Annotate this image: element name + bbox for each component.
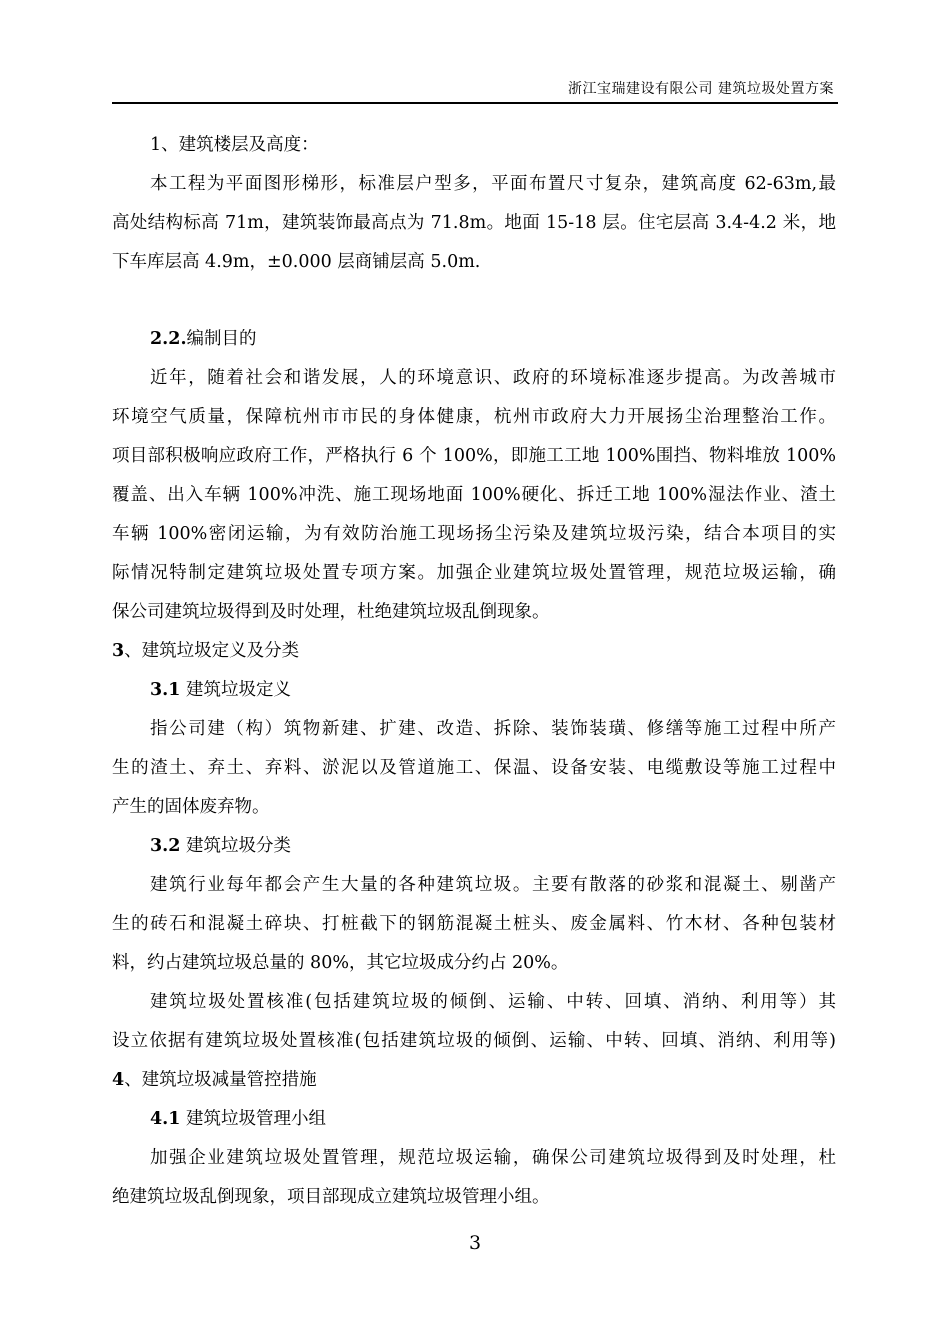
subsection-heading xyxy=(112,1100,836,1139)
paragraph-line: 料，约占建筑垃圾总量的 80%，其它垃圾成分约占 20%。 xyxy=(112,953,569,973)
section-title: 编制目的 xyxy=(186,329,257,349)
header-text: 浙江宝瑞建设有限公司 建筑垃圾处置方案 xyxy=(568,81,834,97)
section-number: 3 xyxy=(112,641,125,661)
paragraph-line: 产生的固体废弃物。 xyxy=(112,797,270,817)
subsection-title: 建筑垃圾定义 xyxy=(180,680,292,700)
paragraph-line: 加强企业建筑垃圾处置管理，规范垃圾运输，确保公司建筑垃圾得到及时处理，杜 xyxy=(150,1148,836,1168)
section-heading: 1、建筑楼层及高度： xyxy=(150,135,319,155)
paragraph-line: 建筑垃圾处置核准(包括建筑垃圾的倾倒、运输、中转、回填、消纳、利用等）其 xyxy=(150,992,836,1012)
paragraph-line: 保公司建筑垃圾得到及时处理，杜绝建筑垃圾乱倒现象。 xyxy=(112,602,550,622)
paragraph-line: 本工程为平面图形梯形，标准层户型多，平面布置尺寸复杂，建筑高度 62-63m,最 xyxy=(150,174,836,194)
paragraph-line: 项目部积极响应政府工作，严格执行 6 个 100%，即施工工地 100%围挡、物料堆放 100% xyxy=(112,446,836,466)
subsection-heading xyxy=(112,671,836,710)
section-title: 、建筑垃圾减量管控措施 xyxy=(124,1070,317,1090)
page-number: 3 xyxy=(468,1232,482,1254)
subsection-title: 建筑垃圾分类 xyxy=(180,836,292,856)
paragraph-line: 下车库层高 4.9m，±0.000 层商铺层高 5.0m. xyxy=(112,252,481,272)
section-title: 、建筑垃圾定义及分类 xyxy=(124,641,300,661)
paragraph-line: 建筑行业每年都会产生大量的各种建筑垃圾。主要有散落的砂浆和混凝土、剔凿产 xyxy=(150,875,836,895)
paragraph-line: 近年，随着社会和谐发展，人的环境意识、政府的环境标准逐步提高。为改善城市 xyxy=(150,368,836,388)
subsection-number: 3.1 xyxy=(150,680,181,700)
paragraph-line: 覆盖、出入车辆 100%冲洗、施工现场地面 100%硬化、拆迁工地 100%湿法作业、渣土 xyxy=(112,485,836,505)
section-heading xyxy=(112,1061,836,1100)
subsection-number: 3.2 xyxy=(150,836,181,856)
paragraph-line: 生的渣土、弃土、弃料、淤泥以及管道施工、保温、设备安装、电缆敷设等施工过程中 xyxy=(112,758,836,778)
paragraph-line: 生的砖石和混凝土碎块、打桩截下的钢筋混凝土桩头、废金属料、竹木材、各种包装材 xyxy=(112,914,836,934)
paragraph-line: 车辆 100%密闭运输，为有效防治施工现场扬尘污染及建筑垃圾污染，结合本项目的实 xyxy=(112,524,836,544)
section-heading xyxy=(112,632,836,671)
page-header xyxy=(112,78,838,104)
paragraph-line: 设立依据有建筑垃圾处置核准(包括建筑垃圾的倾倒、运输、中转、回填、消纳、利用等) xyxy=(112,1031,836,1051)
subsection-number: 4.1 xyxy=(150,1109,181,1129)
paragraph-line: 绝建筑垃圾乱倒现象，项目部现成立建筑垃圾管理小组。 xyxy=(112,1187,550,1207)
section-number: 4 xyxy=(112,1070,125,1090)
subsection-title: 建筑垃圾管理小组 xyxy=(180,1109,327,1129)
subsection-heading xyxy=(112,827,836,866)
paragraph-line: 指公司建（构）筑物新建、扩建、改造、拆除、装饰装璜、修缮等施工过程中所产 xyxy=(150,719,836,739)
document-body xyxy=(112,126,836,1217)
paragraph-line: 环境空气质量，保障杭州市市民的身体健康，杭州市政府大力开展扬尘治理整治工作。 xyxy=(112,407,836,427)
section-heading xyxy=(112,320,836,359)
section-number: 2.2. xyxy=(150,329,187,349)
paragraph-line: 高处结构标高 71m，建筑装饰最高点为 71.8m。地面 15-18 层。住宅层高 3.4-4.2 米，地 xyxy=(112,213,836,233)
paragraph-line: 际情况特制定建筑垃圾处置专项方案。加强企业建筑垃圾处置管理，规范垃圾运输，确 xyxy=(112,563,836,583)
